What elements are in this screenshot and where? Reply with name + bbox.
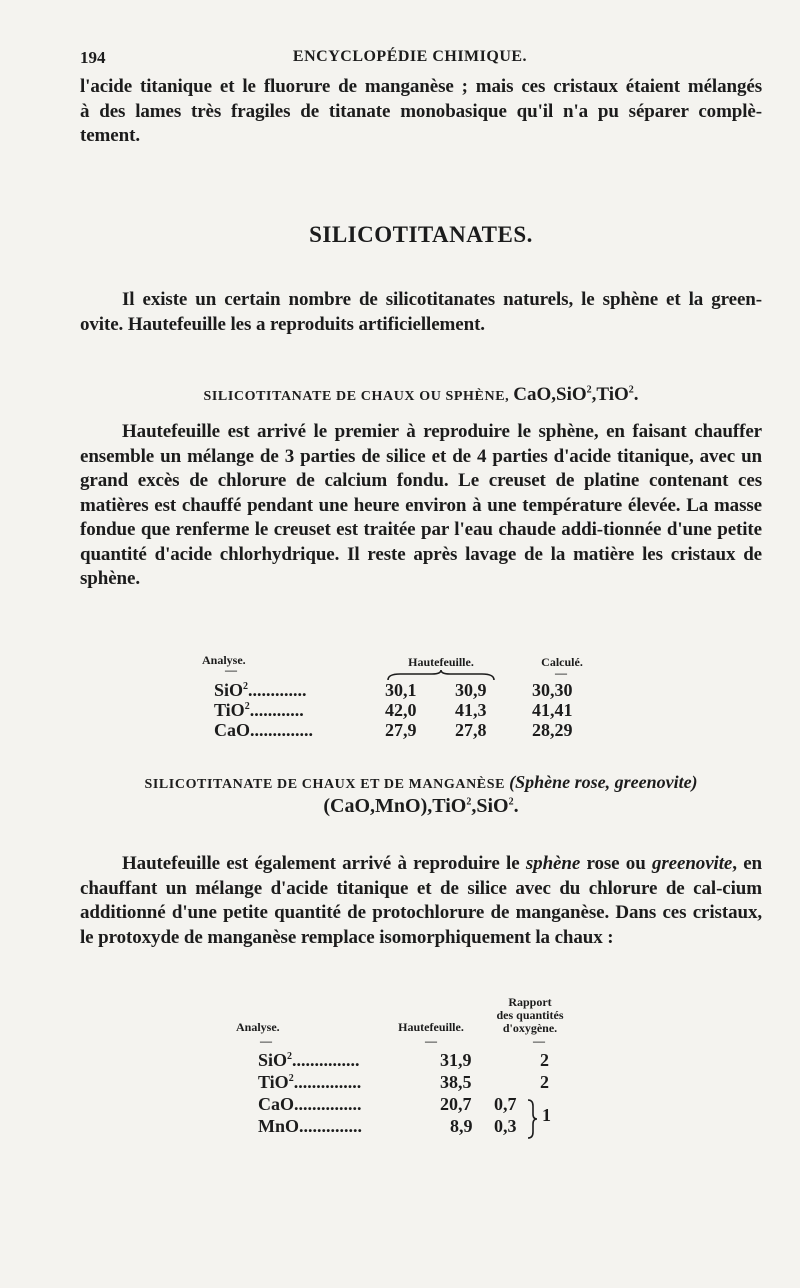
greenovite-heading [80, 772, 762, 793]
row2-cao-label: CaO............... [258, 1094, 362, 1114]
row-tio2-v2: 41,3 [455, 700, 487, 720]
sphene-heading [80, 384, 762, 406]
row-tio2-v1: 42,0 [385, 700, 417, 720]
row-sio2-v2: 30,9 [455, 680, 487, 700]
greenovite-paragraph: Hautefeuille est également arrivé à reproduire le sphène rose ou greenovite, en chauffant un mélange d'acide titanique et de silice avec du chlorure de cal-cium additionné d'une petite quantité de protochlorure de manganèse. Dans ces cristaux, le protoxyde de manganèse remplace isomorphiquement la chaux : [80, 853, 763, 948]
col2-analyse: Analyse. [236, 1020, 280, 1034]
sphene-word: sphène [525, 853, 581, 874]
dash2-hautefeuille: — [425, 1034, 437, 1048]
row-cao-v1: 27,9 [385, 720, 417, 740]
row2-cao-ox: 0,7 [494, 1094, 517, 1114]
dash2-analyse: — [260, 1034, 272, 1048]
page-header [80, 48, 740, 72]
row-tio2-v3: 41,41 [532, 700, 573, 720]
row-sio2-label: SiO$^2$............. [214, 680, 307, 700]
row2-mno-label: MnO.............. [258, 1116, 363, 1136]
sphene-paragraph: Hautefeuille est arrivé le premier à reproduire le sphène, en faisant chauffer ensemble un mélange de 3 parties de silice et de 4 parties d'acide titanique, avec un grand excès de chlorure de calcium fondu. Le creuset de platine contenant ces matières est chauffé pendant une heure environ à une température élevée. La masse fondue que renferme le creuset est traitée par l'eau chaude addi-tionnée d'une petite quantité d'acide chlorhydrique. Il reste après lavage de la matière les cristaux de sphène. [80, 421, 762, 589]
row-tio2-label: TiO$^2$............ [214, 700, 304, 720]
row-sio2-v3: 30,30 [532, 680, 573, 700]
page-number: 194 [80, 48, 106, 67]
row-sio2-v1: 30,1 [385, 680, 417, 700]
sphene-heading-text: SILICOTITANATE DE CHAUX OU SPHÈNE, [203, 389, 510, 404]
row-cao-v3: 28,29 [532, 720, 573, 740]
col-calcule: Calculé. [541, 655, 583, 669]
row2-sio2-label: SiO$^2$............... [258, 1050, 360, 1070]
row2-tio2-ratio: 2 [540, 1072, 549, 1092]
row2-tio2-label: TiO$^2$............... [258, 1072, 362, 1092]
dash-analyse: — [225, 663, 237, 677]
row2-cao-v1: 20,7 [440, 1094, 472, 1114]
intro-line-3: tement. [80, 125, 140, 146]
intro-paragraph [80, 75, 762, 149]
col2-hautefeuille: Hautefeuille. [398, 1020, 464, 1034]
row2-sio2-v1: 31,9 [440, 1050, 472, 1070]
row-cao-v2: 27,8 [455, 720, 487, 740]
col-analyse: Analyse. [202, 653, 246, 667]
oxygen-brace [526, 1098, 538, 1140]
dash2-rapport: — [533, 1034, 545, 1048]
intro-line-1: l'acide titanique et le fluorure de manganèse ; mais ces cristaux étaient mélangés [80, 76, 762, 97]
row-cao-label: CaO.............. [214, 720, 313, 740]
sphene-formula: CaO,SiO$^2$,TiO$^2$. [513, 384, 639, 405]
greenovite-heading-text: SILICOTITANATE DE CHAUX ET DE MANGANÈSE [144, 777, 506, 792]
row2-mno-ox: 0,3 [494, 1116, 517, 1136]
dash-calcule: — [555, 666, 567, 680]
row2-sio2-ratio: 2 [540, 1050, 549, 1070]
greenovite-heading-paren: (Sphène rose, greenovite) [509, 772, 698, 792]
combined-ratio: 1 [542, 1105, 551, 1125]
section-intro-paragraph: Il existe un certain nombre de silicotitanates naturels, le sphène et la green-ovite. Hautefeuille les a reproduits artificiellement. [80, 289, 762, 335]
running-title: ENCYCLOPÉDIE CHIMIQUE. [292, 48, 528, 65]
row2-tio2-v1: 38,5 [440, 1072, 472, 1092]
greenovite-word: greenovite [651, 853, 733, 874]
section-title: SILICOTITANATES. [309, 222, 533, 247]
col-hautefeuille: Hautefeuille. [408, 655, 474, 669]
row2-mno-v1: 8,9 [450, 1116, 473, 1136]
col2-rapport: Rapport des quantités d'oxygène. [496, 995, 564, 1035]
intro-line-2: à des lames très fragiles de titanate monobasique qu'il n'a pu séparer complè- [80, 100, 762, 122]
greenovite-formula: (CaO,MnO),TiO$^2$,SiO$^2$. [323, 795, 519, 817]
